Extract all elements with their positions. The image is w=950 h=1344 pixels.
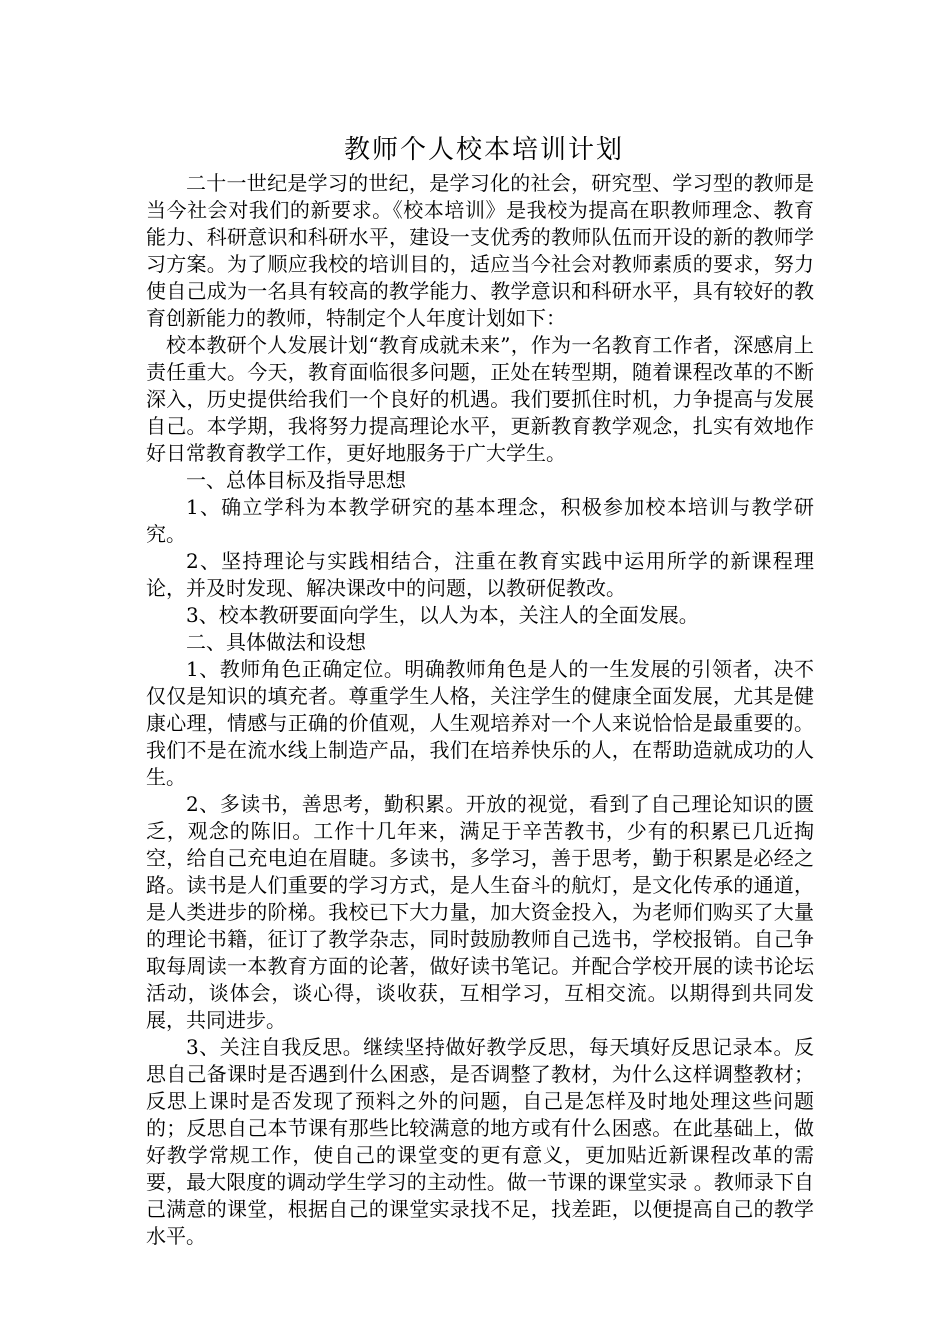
document-page	[146, 130, 814, 1250]
goal-item-2: 2、坚持理论与实践相结合，注重在教育实践中运用所学的新课程理论，并及时发现、解决课改中的问题，以教研促教改。	[146, 549, 814, 600]
document-title: 教师个人校本培训计划	[343, 135, 624, 165]
goal-item-3: 3、校本教研要面向学生，以人为本，关注人的全面发展。	[186, 603, 699, 627]
method-item-3: 3、关注自我反思。继续坚持做好教学反思，每天填好反思记录本。反思自己备课时是否遇到什么困惑，是否调整了教材，为什么这样调整教材；反思上课时是否发现了预料之外的问题，自己是怎样及时地处理这些问题的；反思自己本节课有那些比较满意的地方或有什么困惑。在此基础上，做好教学常规工作，使自己的课堂变的更有意义，更加贴近新课程改革的需要，最大限度的调动学生学习的主动性。做一节课的课堂实录 。教师录下自己满意的课堂，根据自己的课堂实录找不足，找差距，以便提高自己的教学水平。	[146, 1035, 814, 1248]
method-item-1: 1、教师角色正确定位。明确教师角色是人的一生发展的引领者，决不仅仅是知识的填充者。尊重学生人格，关注学生的健康全面发展，尤其是健康心理，情感与正确的价值观，人生观培养对一个人来说恰恰是最重要的。我们不是在流水线上制造产品，我们在培养快乐的人，在帮助造就成功的人生。	[146, 657, 814, 789]
section-heading-goals: 一、总体目标及指导思想	[186, 468, 406, 492]
intro-paragraph: 二十一世纪是学习的世纪，是学习化的社会，研究型、学习型的教师是当今社会对我们的新要求。《校本培训》是我校为提高在职教师理念、教育能力、科研意识和科研水平，建设一支优秀的教师队伍而开设的新的教师学习方案。为了顺应我校的培训目的，适应当今社会对教师素质的要求，努力使自己成为一名具有较高的教学能力、教学意识和科研水平，具有较好的教育创新能力的教师，特制定个人年度计划如下：	[146, 171, 814, 330]
method-item-2: 2、多读书，善思考，勤积累。开放的视觉，看到了自己理论知识的匮乏，观念的陈旧。工作十几年来，满足于辛苦教书，少有的积累已几近掏空，给自己充电迫在眉睫。多读书，多学习，善于思考，勤于积累是必经之路。读书是人们重要的学习方式，是人生奋斗的航灯，是文化传承的通道，是人类进步的阶梯。我校已下大力量，加大资金投入，为老师们购买了大量的理论书籍，征订了教学杂志，同时鼓励教师自己选书，学校报销。自己争取每周读一本教育方面的论著，做好读书笔记。并配合学校开展的读书论坛活动，谈体会，谈心得，谈收获，互相学习，互相交流。以期得到共同发展，共同进步。	[146, 792, 814, 1032]
section-heading-methods: 二、具体做法和设想	[186, 630, 366, 654]
goal-item-1: 1、确立学科为本教学研究的基本理念，积极参加校本培训与教学研究。	[146, 495, 814, 546]
development-plan-paragraph: 校本教研个人发展计划“教育成就未来”，作为一名教育工作者，深感肩上责任重大。今天，教育面临很多问题，正处在转型期，随着课程改革的不断深入，历史提供给我们一个良好的机遇。我们要抓住时机，力争提高与发展自己。本学期，我将努力提高理论水平，更新教育教学观念，扎实有效地作好日常教育教学工作，更好地服务于广大学生。	[146, 333, 814, 465]
